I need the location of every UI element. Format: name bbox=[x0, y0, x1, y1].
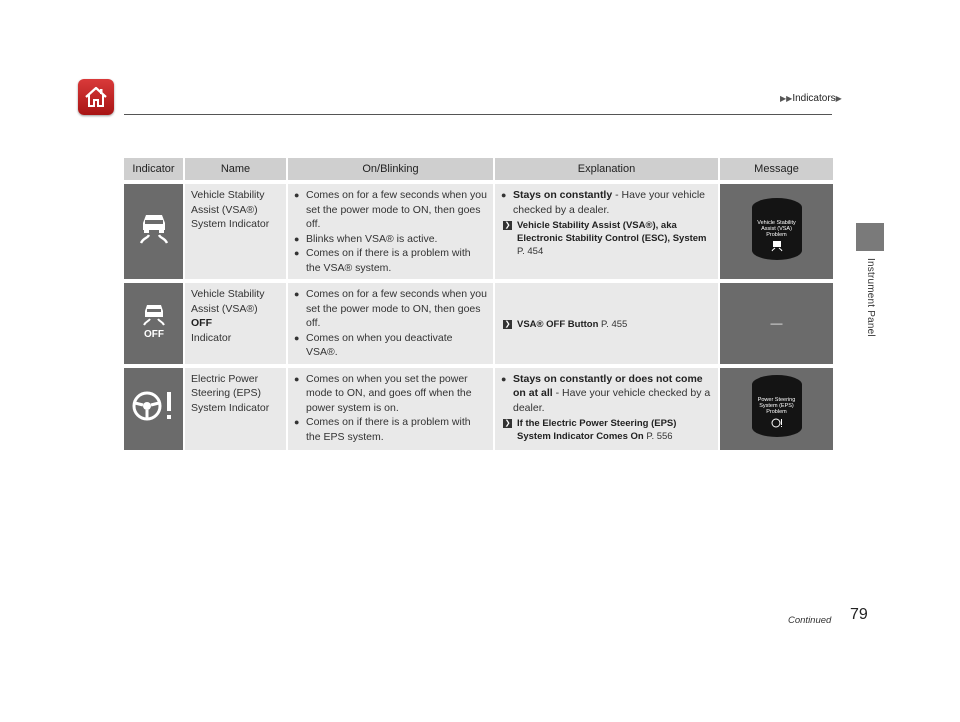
breadcrumb-label: Indicators bbox=[792, 93, 836, 104]
list-item: ● Comes on when you deactivate VSA®. bbox=[294, 331, 487, 360]
indicator-cell bbox=[124, 368, 185, 450]
message-display bbox=[752, 375, 802, 437]
message-line: Power Steering bbox=[757, 397, 796, 404]
table-row bbox=[124, 283, 833, 364]
eps-indicator-icon bbox=[131, 388, 177, 424]
reference-arrow-icon: ❯ bbox=[504, 420, 511, 427]
reference-title: Vehicle Stability Assist (VSA®), aka Electronic Stability Control (ESC), System bbox=[517, 220, 707, 244]
list-item: ● Comes on for a few seconds when you set the power mode to ON, then goes off. bbox=[294, 287, 487, 331]
reference-title: If the Electric Power Steering (EPS) System Indicator Comes On bbox=[517, 418, 677, 442]
table-row bbox=[124, 184, 833, 279]
indicator-table bbox=[124, 154, 833, 454]
message-line: Assist (VSA) bbox=[761, 226, 792, 233]
vsa-indicator-icon bbox=[771, 240, 783, 252]
explanation-lead: Stays on constantly or does not come on at all bbox=[513, 372, 703, 399]
off-label: OFF bbox=[143, 329, 164, 339]
explanation-text: - Have your vehicle checked by a dealer. bbox=[513, 189, 705, 216]
column-header-message: Message bbox=[720, 158, 833, 180]
message-line: Problem bbox=[766, 232, 787, 239]
reference-page: P. 455 bbox=[601, 318, 628, 330]
message-cell bbox=[720, 283, 833, 364]
reference-page: P. 556 bbox=[646, 431, 673, 442]
table-header-row bbox=[124, 158, 833, 180]
name-line: Electric Power bbox=[191, 372, 259, 385]
indicator-name-cell bbox=[185, 184, 288, 279]
indicator-name-cell bbox=[185, 283, 288, 364]
indicator-cell bbox=[124, 283, 185, 364]
message-cell bbox=[720, 368, 833, 450]
column-header-indicator: Indicator bbox=[124, 158, 185, 180]
name-line: Vehicle Stability bbox=[191, 288, 265, 300]
name-text: Assist (VSA®) bbox=[191, 302, 258, 315]
home-button[interactable] bbox=[78, 79, 114, 115]
cross-reference-link[interactable] bbox=[501, 219, 712, 258]
list-item bbox=[501, 188, 712, 217]
list-item: ● Comes on if there is a problem with the VSA® system. bbox=[294, 246, 487, 275]
indicator-cell bbox=[124, 184, 185, 279]
on-blinking-cell bbox=[288, 184, 495, 279]
message-line: System (EPS) bbox=[759, 403, 794, 410]
explanation-lead: Stays on constantly bbox=[513, 189, 613, 201]
message-display bbox=[752, 198, 802, 260]
name-line: Assist (VSA®) bbox=[191, 203, 258, 216]
header-divider bbox=[124, 114, 832, 115]
reference-title: VSA® OFF Button bbox=[517, 318, 599, 330]
explanation-cell bbox=[495, 283, 720, 364]
column-header-on-blinking: On/Blinking bbox=[288, 158, 495, 180]
eps-indicator-icon bbox=[771, 417, 783, 429]
home-icon bbox=[83, 84, 109, 110]
message-line: Vehicle Stability bbox=[757, 220, 796, 227]
name-line bbox=[191, 302, 280, 331]
section-tab-label: Instrument Panel bbox=[865, 258, 876, 337]
breadcrumb[interactable] bbox=[780, 93, 842, 104]
on-blinking-cell bbox=[288, 283, 495, 364]
page-number: 79 bbox=[850, 606, 868, 623]
name-line: Indicator bbox=[191, 331, 232, 344]
name-line: Steering (EPS) bbox=[191, 387, 262, 399]
column-header-name: Name bbox=[185, 158, 288, 180]
section-tab-marker[interactable] bbox=[856, 223, 884, 251]
name-line: System Indicator bbox=[191, 218, 270, 230]
cross-reference-link[interactable] bbox=[501, 318, 712, 331]
table-row bbox=[124, 368, 833, 450]
on-blinking-cell bbox=[288, 368, 495, 450]
explanation-text: - Have your vehicle checked by a dealer. bbox=[513, 387, 711, 414]
list-item: ● Comes on when you set the power mode to ON, and goes off when the power system is on. bbox=[294, 372, 487, 416]
list-item: ● Comes on if there is a problem with the EPS system. bbox=[294, 415, 487, 444]
list-item bbox=[501, 372, 712, 416]
continued-label: Continued bbox=[788, 615, 832, 626]
cross-reference-link[interactable] bbox=[501, 417, 712, 443]
name-line: Vehicle Stability bbox=[191, 189, 265, 201]
breadcrumb-arrow-icon: ▶▶ bbox=[780, 94, 793, 103]
reference-page: P. 454 bbox=[517, 246, 544, 257]
reference-arrow-icon: ❯ bbox=[504, 320, 511, 328]
name-off-text: OFF bbox=[191, 317, 212, 329]
explanation-cell bbox=[495, 184, 720, 279]
name-line: System Indicator bbox=[191, 401, 270, 414]
list-item: ● Blinks when VSA® is active. bbox=[294, 232, 487, 247]
indicator-name-cell bbox=[185, 368, 288, 450]
reference-arrow-icon: ❯ bbox=[504, 222, 511, 229]
list-item: ● Comes on for a few seconds when you set the power mode to ON, then goes off. bbox=[294, 188, 487, 232]
vsa-indicator-icon bbox=[137, 211, 171, 247]
column-header-explanation: Explanation bbox=[495, 158, 720, 180]
message-line: Problem bbox=[766, 409, 787, 416]
message-cell bbox=[720, 184, 833, 279]
breadcrumb-arrow-icon: ▶ bbox=[835, 94, 842, 103]
no-message-dash: — bbox=[770, 315, 783, 330]
vsa-off-indicator-icon bbox=[139, 303, 169, 339]
explanation-cell bbox=[495, 368, 720, 450]
